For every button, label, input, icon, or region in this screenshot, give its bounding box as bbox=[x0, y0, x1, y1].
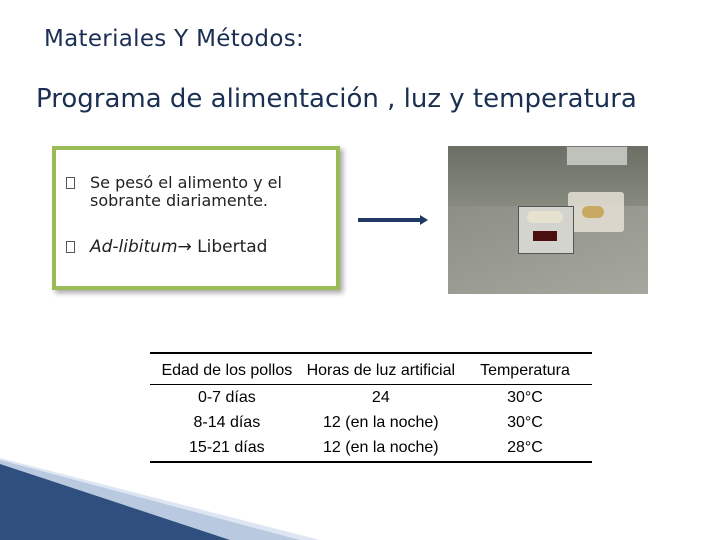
checkbox-bullet-icon bbox=[66, 241, 75, 253]
slide-heading: Materiales Y Métodos: bbox=[44, 26, 305, 52]
scale-display bbox=[533, 231, 557, 241]
cell-age: 8-14 días bbox=[193, 414, 261, 431]
photo-feed bbox=[582, 206, 604, 218]
slide-subtitle: Programa de alimentación , luz y temperatura bbox=[36, 84, 637, 114]
cell-age: 15-21 días bbox=[150, 435, 304, 462]
cell-temperature: 30°C bbox=[507, 414, 543, 431]
photo-scale bbox=[518, 206, 574, 254]
table-row bbox=[150, 410, 592, 435]
cell-temperature: 28°C bbox=[458, 435, 592, 462]
cell-age: 0-7 días bbox=[197, 389, 256, 406]
header-light: Horas de luz artificial bbox=[304, 353, 458, 385]
checkbox-bullet-icon bbox=[66, 177, 75, 189]
cell-light: 12 (en la noche) bbox=[304, 435, 458, 462]
scale-photo bbox=[448, 146, 648, 294]
bullet-text: Se pesó el alimento y el sobrante diariamente. bbox=[90, 173, 282, 210]
arrow-head-icon bbox=[420, 215, 428, 225]
arrow-connector bbox=[358, 218, 424, 222]
ad-libitum-text: Ad-libitum bbox=[90, 237, 178, 257]
schedule-table-wrap bbox=[150, 352, 592, 463]
header-temperature: Temperatura bbox=[458, 353, 592, 385]
table-header-row bbox=[150, 353, 592, 385]
cell-light: 24 bbox=[371, 389, 390, 406]
libertad-text: Libertad bbox=[191, 237, 268, 257]
cell-temperature: 30°C bbox=[507, 389, 543, 406]
bullet-box bbox=[52, 146, 340, 290]
cell-light: 12 (en la noche) bbox=[323, 414, 439, 431]
photo-device bbox=[566, 146, 628, 166]
table-row bbox=[150, 385, 592, 411]
header-age: Edad de los pollos bbox=[150, 353, 304, 385]
schedule-table bbox=[150, 352, 592, 463]
scale-plate bbox=[527, 211, 563, 223]
bullet-text bbox=[90, 238, 330, 256]
decorative-wedge bbox=[0, 450, 320, 540]
arrow-right-icon: → bbox=[177, 237, 192, 257]
